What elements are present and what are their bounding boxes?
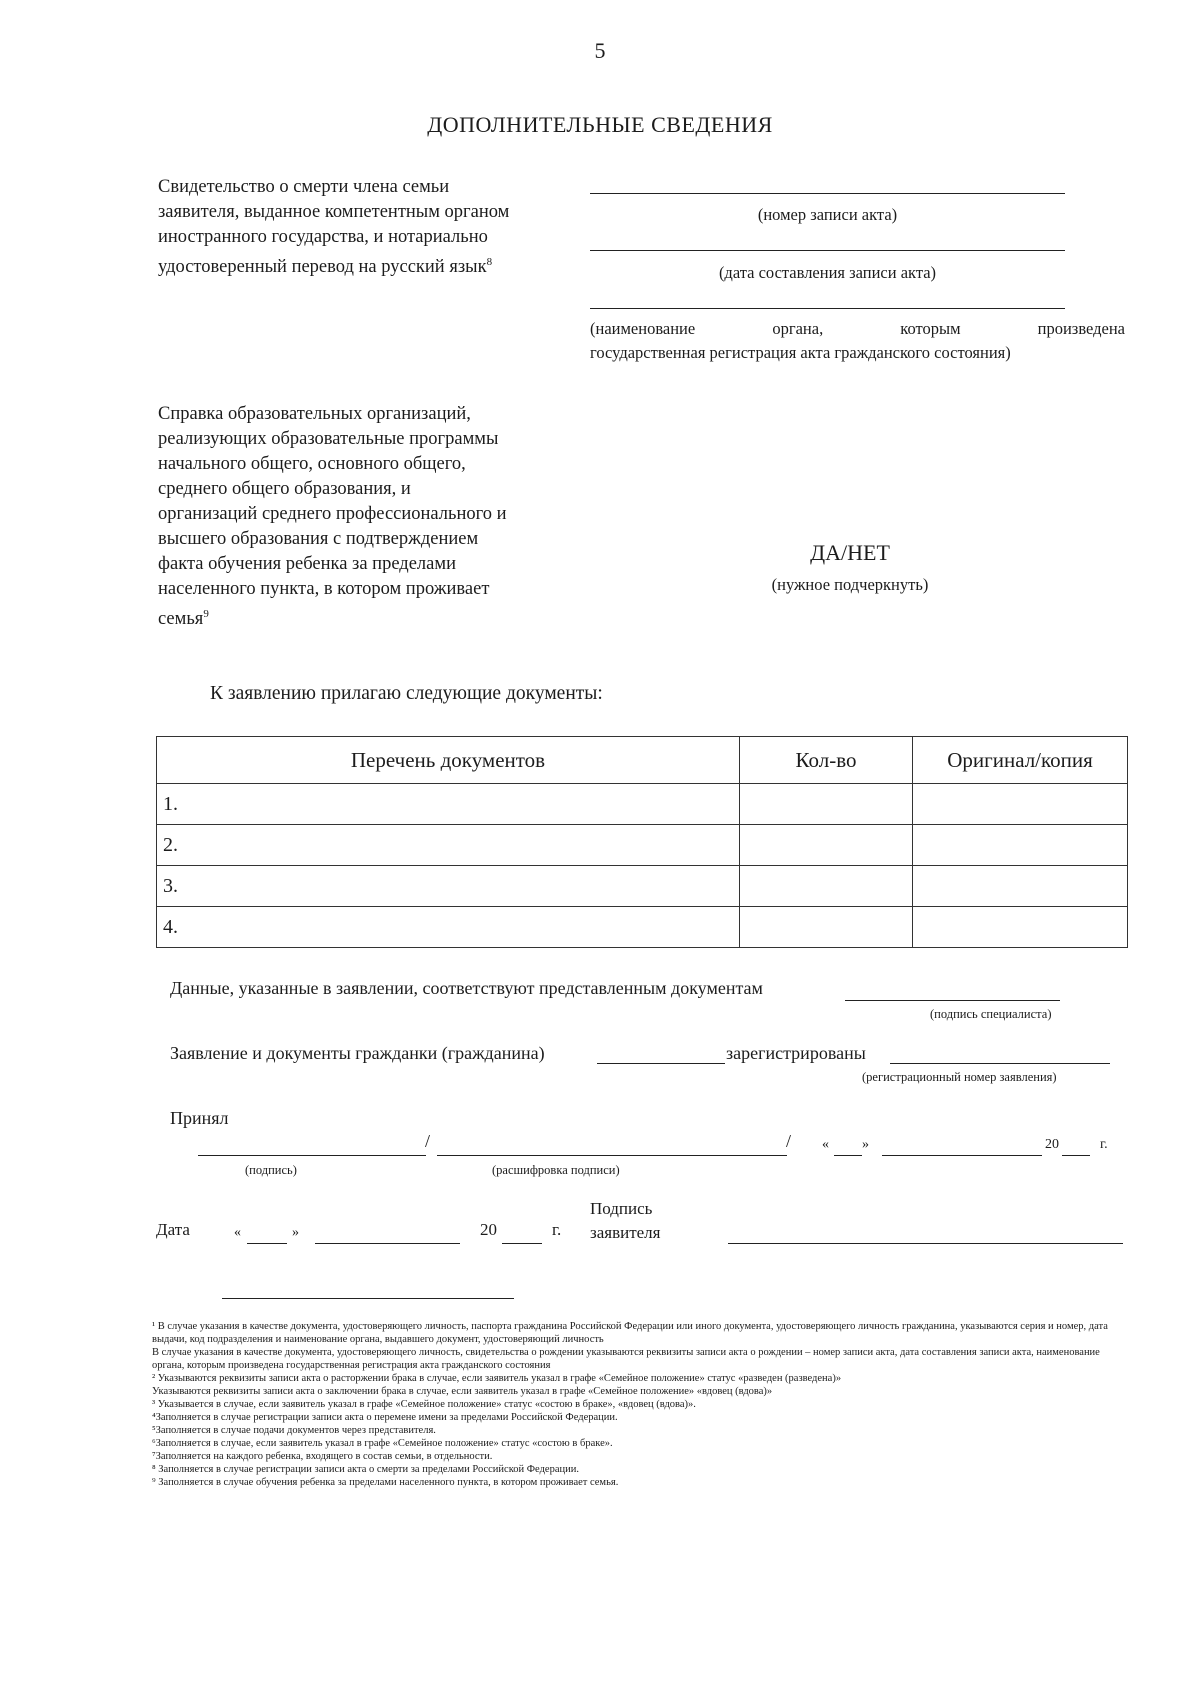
table-cell-number[interactable]: 1. xyxy=(157,784,740,825)
applicant-quote-open: « xyxy=(234,1225,241,1240)
table-cell-type[interactable] xyxy=(913,784,1128,825)
registration-text: Заявление и документы гражданки (гражданина) xyxy=(170,1043,545,1063)
registered-text: зарегистрированы xyxy=(726,1043,866,1063)
authority-field[interactable] xyxy=(590,308,1065,309)
slash-separator: / xyxy=(425,1131,431,1151)
authority-caption-line: государственная регистрация акта гражданского состояния) xyxy=(590,343,1011,362)
table-header-row xyxy=(157,737,1128,784)
footnote: ⁴Заполняется в случае регистрации записи акта о перемене имени за пределами Российской Федерации. xyxy=(152,1412,618,1423)
footnote: ⁸ Заполняется в случае регистрации записи акта о смерти за пределами Российской Федерации. xyxy=(152,1464,579,1475)
accepted-year-prefix: 20 xyxy=(1045,1137,1059,1152)
education-line: населенного пункта, в котором проживает xyxy=(158,579,490,599)
footnote: ¹ В случае указания в качестве документа, удостоверяющего личность, паспорта гражданина Российской Федерации или иного документа, удостоверяющего личность гражданина, указываются серия и номер, дата выдачи, код подразделения и наименование органа, выдавшего документ, удостоверяющий личность xyxy=(152,1321,1108,1345)
death-certificate-label xyxy=(158,175,598,280)
registration-number-field[interactable] xyxy=(890,1063,1110,1064)
footnote: ⁶Заполняется в случае, если заявитель указал в графе «Семейное положение» статус «состою в браке». xyxy=(152,1438,613,1449)
table-cell-number[interactable]: 2. xyxy=(157,825,740,866)
death-certificate-line: иностранного государства, и нотариально xyxy=(158,227,488,247)
footnote: ⁵Заполняется в случае подачи документов через представителя. xyxy=(152,1425,436,1436)
death-certificate-line: заявителя, выданное компетентным органом xyxy=(158,202,510,222)
accepted-year-field[interactable] xyxy=(1062,1155,1090,1156)
education-line: Справка образовательных организаций, xyxy=(158,404,471,424)
education-line: организаций среднего профессионального и xyxy=(158,504,507,524)
applicant-month-field[interactable] xyxy=(315,1243,460,1244)
footnote: ² Указываются реквизиты записи акта о расторжении брака в случае, если заявитель указал в графе «Семейное положение» статус «разведен (разведена)» xyxy=(152,1373,842,1384)
footnote-mark: 8 xyxy=(486,256,493,268)
footnote: ⁹ Заполняется в случае обучения ребенка за пределами населенного пункта, в котором проживает семья. xyxy=(152,1477,619,1488)
table-cell-type[interactable] xyxy=(913,866,1128,907)
record-date-caption: (дата составления записи акта) xyxy=(718,263,937,282)
accepted-signature-caption: (подпись) xyxy=(245,1163,297,1177)
specialist-signature-field[interactable] xyxy=(845,1000,1060,1001)
footnote: Указываются реквизиты записи акта о заключении брака в случае, если заявитель указал в графе «Семейное положение» «вдовец (вдова)» xyxy=(152,1386,773,1397)
table-header: Оригинал/копия xyxy=(913,737,1128,784)
footnote-separator xyxy=(222,1298,514,1299)
table-row xyxy=(157,907,1128,948)
applicant-year-prefix: 20 xyxy=(480,1220,497,1239)
accepted-quote-open: « xyxy=(822,1137,829,1152)
death-certificate-line xyxy=(158,250,598,280)
applicant-signature-label-line: Подпись xyxy=(590,1199,653,1218)
accepted-year-suffix: г. xyxy=(1100,1137,1108,1152)
footnote: ³ Указывается в случае, если заявитель указал в графе «Семейное положение» статус «состою в браке», «вдовец (вдова)». xyxy=(152,1399,696,1410)
table-header: Перечень документов xyxy=(157,737,740,784)
table-cell-number[interactable]: 4. xyxy=(157,907,740,948)
education-line: среднего общего образования, и xyxy=(158,479,411,499)
section-title: ДОПОЛНИТЕЛЬНЫЕ СВЕДЕНИЯ xyxy=(427,112,773,137)
footnotes xyxy=(152,1320,1127,1489)
table-cell-count[interactable] xyxy=(740,907,913,948)
education-line-text: семья xyxy=(158,609,204,630)
education-line: начального общего, основного общего, xyxy=(158,454,466,474)
documents-table xyxy=(156,736,1128,948)
education-line xyxy=(158,602,598,632)
slash-separator: / xyxy=(786,1131,792,1151)
registration-number-caption: (регистрационный номер заявления) xyxy=(862,1070,1057,1084)
table-cell-type[interactable] xyxy=(913,825,1128,866)
applicant-year-field[interactable] xyxy=(502,1243,542,1244)
table-header: Кол-во xyxy=(740,737,913,784)
education-line: высшего образования с подтверждением xyxy=(158,529,479,549)
education-certificate-label xyxy=(158,402,598,632)
record-number-caption: (номер записи акта) xyxy=(757,205,898,224)
education-line: факта обучения ребенка за пределами xyxy=(158,554,456,574)
applicant-quote-close: » xyxy=(292,1225,299,1240)
footnote-mark: 9 xyxy=(203,608,209,620)
applicant-day-field[interactable] xyxy=(247,1243,287,1244)
yes-no-choice[interactable]: ДА/НЕТ xyxy=(810,540,890,565)
applicant-signature-label-line: заявителя xyxy=(590,1223,661,1242)
authority-caption xyxy=(590,317,1125,365)
accepted-label: Принял xyxy=(170,1108,229,1128)
table-cell-count[interactable] xyxy=(740,784,913,825)
applicant-date-label: Дата xyxy=(156,1220,190,1239)
applicant-year-suffix: г. xyxy=(552,1220,562,1239)
table-row xyxy=(157,784,1128,825)
table-row xyxy=(157,866,1128,907)
table-cell-count[interactable] xyxy=(740,866,913,907)
accepted-quote-close: » xyxy=(862,1137,869,1152)
yes-no-caption: (нужное подчеркнуть) xyxy=(771,575,929,594)
record-number-field[interactable] xyxy=(590,193,1065,194)
death-certificate-line: Свидетельство о смерти члена семьи xyxy=(158,177,450,197)
page-number: 5 xyxy=(594,38,606,63)
applicant-signature-field[interactable] xyxy=(728,1243,1123,1244)
education-line: реализующих образовательные программы xyxy=(158,429,499,449)
footnote: ⁷Заполняется на каждого ребенка, входящего в состав семьи, в отдельности. xyxy=(152,1451,493,1462)
table-cell-count[interactable] xyxy=(740,825,913,866)
applicant-signature-label xyxy=(590,1197,660,1245)
table-cell-type[interactable] xyxy=(913,907,1128,948)
citizen-name-field[interactable] xyxy=(597,1063,725,1064)
attachments-intro: К заявлению прилагаю следующие документы: xyxy=(210,683,603,704)
accepted-day-field[interactable] xyxy=(834,1155,862,1156)
accepted-decryption-field[interactable] xyxy=(437,1155,787,1156)
footnote: В случае указания в качестве документа, удостоверяющего личность, свидетельства о рождении указываются реквизиты записи акта о рождении – номер записи акта, дата составления записи акта, наименование органа, которым произведена государственная регистрация акта гражданского состояния xyxy=(152,1347,1100,1371)
authority-caption-line: (наименование органа, которым произведена xyxy=(590,319,1125,338)
accepted-month-field[interactable] xyxy=(882,1155,1042,1156)
record-date-field[interactable] xyxy=(590,250,1065,251)
death-certificate-line-text: удостоверенный перевод на русский язык xyxy=(158,257,487,278)
accepted-signature-field[interactable] xyxy=(198,1155,426,1156)
specialist-signature-caption: (подпись специалиста) xyxy=(930,1007,1052,1021)
accepted-decryption-caption: (расшифровка подписи) xyxy=(492,1163,620,1177)
verification-text: Данные, указанные в заявлении, соответствуют представленным документам xyxy=(170,978,763,998)
table-cell-number[interactable]: 3. xyxy=(157,866,740,907)
table-row xyxy=(157,825,1128,866)
